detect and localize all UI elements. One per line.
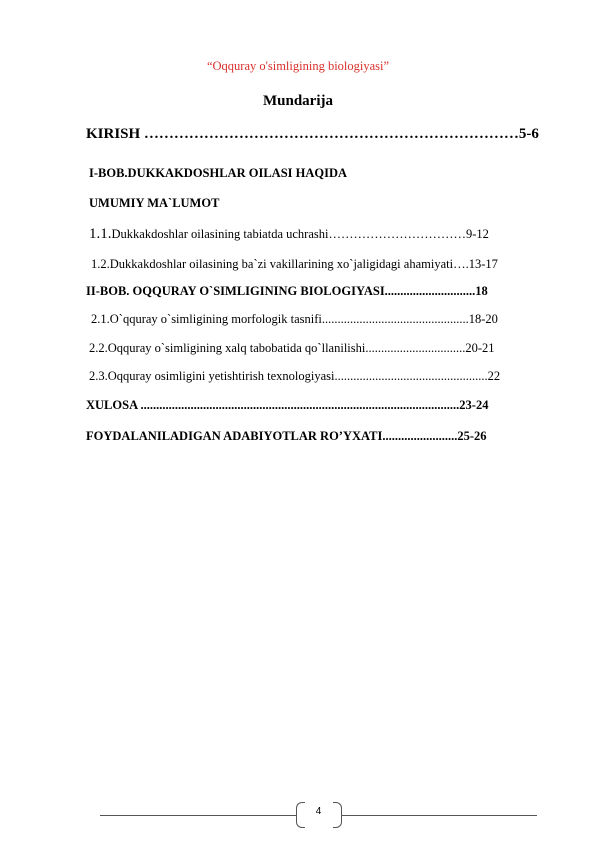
page-number: 4 — [315, 806, 322, 817]
toc-entry-kirish: KIRISH …………………………………………………………………5-6 — [86, 126, 539, 142]
footer-rule-left — [100, 815, 296, 816]
footer-rule-right — [341, 815, 537, 816]
toc-entry-xulosa: XULOSA ......................................................................................................23-24 — [86, 398, 489, 412]
toc-entry-2-2: 2.2.Oqquray o`simligining xalq tabobatida qo`llanilishi................................20-21 — [89, 341, 495, 355]
toc-entry-chapter2: II-BOB. OQQURAY O`SIMLIGINING BIOLOGIYASI.............................18 — [86, 284, 488, 298]
page-title: Mundarija — [262, 93, 333, 109]
toc-entry-chapter1-line1: I-BOB.DUKKAKDOSHLAR OILASI HAQIDA — [89, 166, 348, 180]
toc-entry-2-1: 2.1.O`qquray o`simligining morfologik tasnifi...............................................18-20 — [91, 312, 498, 326]
toc-entry-1-2: 1.2.Dukkakdoshlar oilasining ba`zi vakillarining xo`jaligidagi ahamiyati….13-17 — [91, 257, 498, 271]
toc-entry-references: FOYDALANILADIGAN ADABIYOTLAR RO’YXATI........................25-26 — [86, 429, 487, 443]
toc-entry-1-1-text: Dukkakdoshlar oilasining tabiatda uchrashi……………………………9-12 — [111, 227, 489, 241]
toc-entry-chapter1-line2: UMUMIY MA`LUMOT — [89, 196, 220, 210]
toc-entry-2-3: 2.3.Oqquray osimligini yetishtirish texnologiyasi.................................................22 — [89, 369, 501, 383]
toc-entry-1-1 — [89, 226, 489, 243]
document-subtitle: “Oqquray o'simligining biologiyasi” — [206, 59, 390, 73]
toc-entry-1-1-number: 1.1. — [89, 226, 112, 242]
